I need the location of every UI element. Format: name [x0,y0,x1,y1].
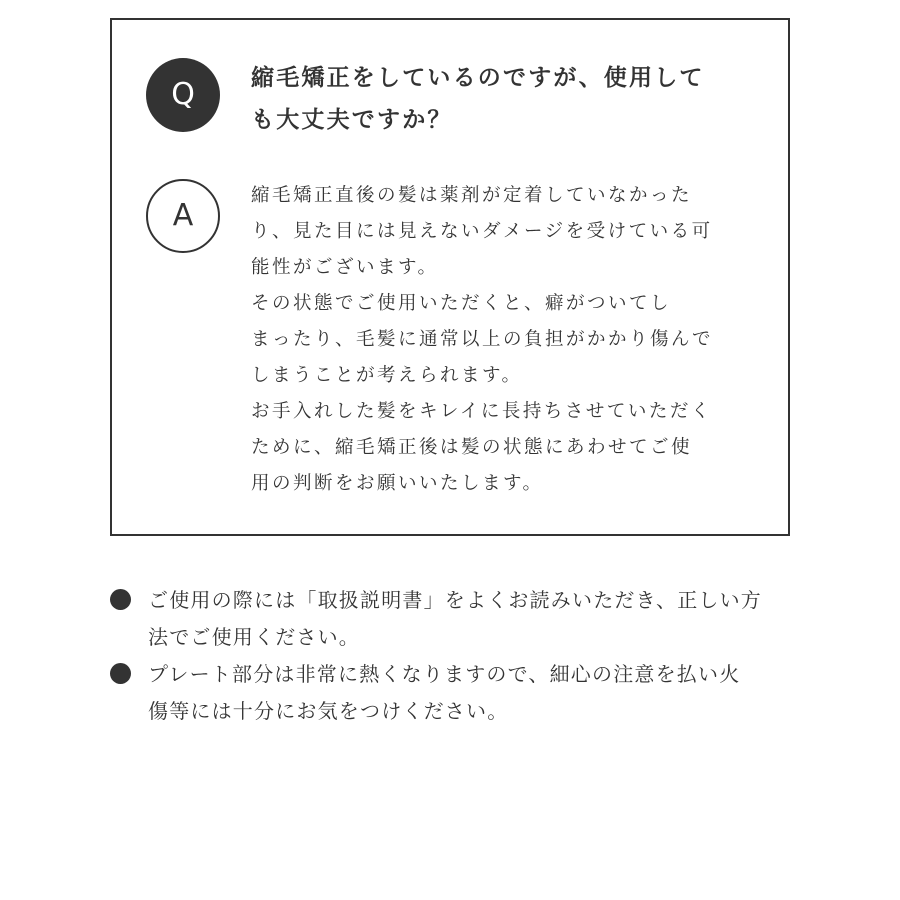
answer-line: しまうことが考えられます。 [251,365,523,386]
caution-note [110,656,800,730]
answer-line: 縮毛矯正直後の髪は薬剤が定着していなかった [251,185,693,206]
note-line: 法でご使用ください。 [148,625,360,649]
question-line: も大丈夫ですか？ [251,107,453,133]
answer-line: 用の判断をお願いいたします。 [251,473,544,494]
answer-line: まったり、毛髪に通常以上の負担がかかり傷んで [251,329,714,350]
answer-text [251,178,731,502]
answer-line: その状態でご使用いただくと、癖がついてし [251,293,672,314]
answer-line: お手入れした髪をキレイに長持ちさせていただく [251,401,712,422]
note-line: 傷等には十分にお気をつけください。 [148,699,509,723]
caution-notes-list [110,582,800,730]
answer-line: り、見た目には見えないダメージを受けている可 [251,221,713,242]
qa-box [110,18,790,536]
answer-line: 能性がございます。 [251,257,439,278]
caution-note [110,582,800,656]
answer-line: ために、縮毛矯正後は髪の状態にあわせてご使 [251,437,693,458]
bullet-icon [110,663,131,684]
question-badge: Q [146,58,220,132]
note-line: プレート部分は非常に熱くなりますので、細心の注意を払い火 [148,662,741,686]
question-text [251,57,751,141]
note-line: ご使用の際には「取扱説明書」をよくお読みいただき、正しい方 [148,588,762,612]
answer-badge: A [146,179,220,253]
bullet-icon [110,589,131,610]
question-line: 縮毛矯正をしているのですが、使用して [251,65,705,91]
